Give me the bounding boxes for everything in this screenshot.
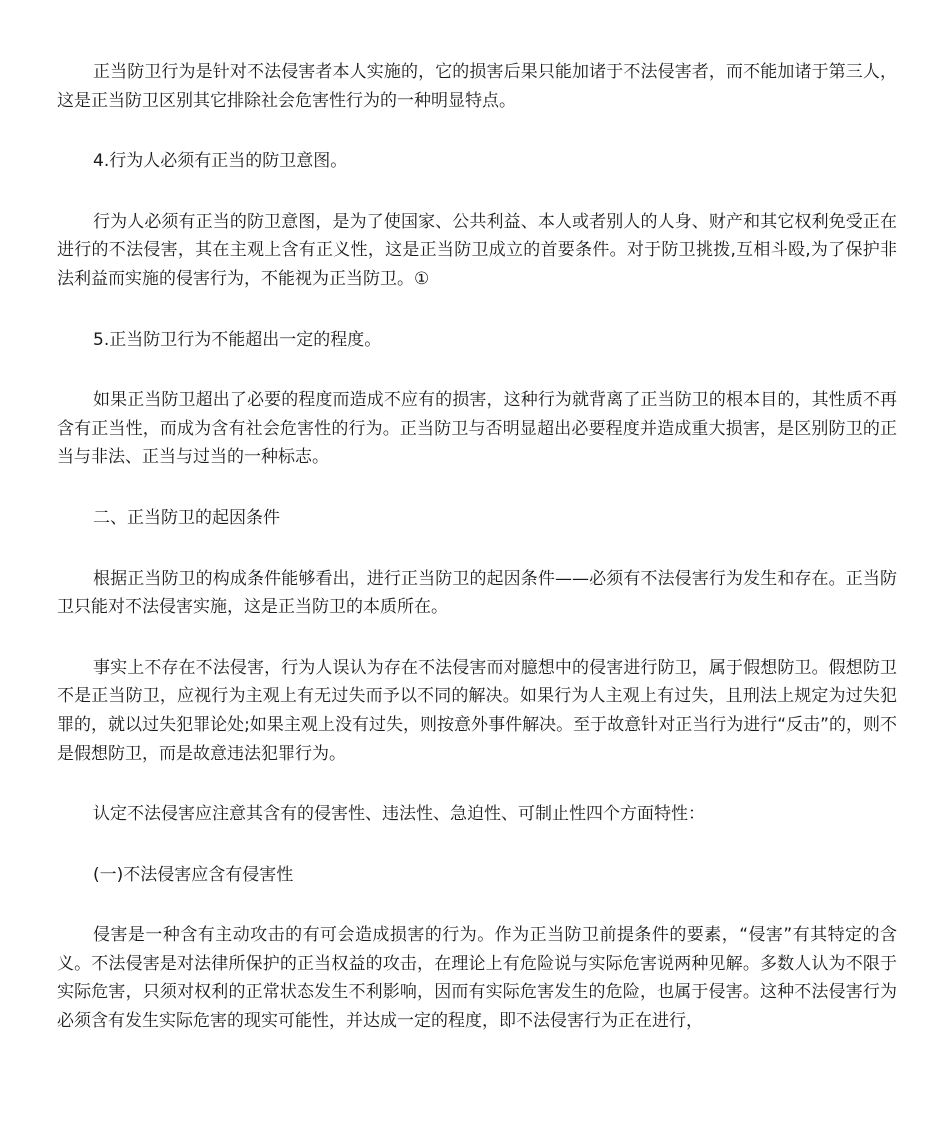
paragraph-four-characteristics: 认定不法侵害应注意其含有的侵害性、违法性、急迫性、可制止性四个方面特性： <box>93 804 705 825</box>
paragraph-cause-condition: 根据正当防卫的构成条件能够看出，进行正当防卫的起因条件——必须有不法侵害行为发生和存在。正当防卫只能对不法侵害实施，这是正当防卫的本质所在。 <box>57 568 897 618</box>
heading-defense-intent: 4.行为人必须有正当的防卫意图。 <box>93 151 348 172</box>
heading-infringement-nature: (一)不法侵害应含有侵害性 <box>93 864 294 885</box>
document-page <box>57 58 897 1036</box>
heading-cause-condition: 二、正当防卫的起因条件 <box>93 507 280 528</box>
paragraph-imaginary-defense: 事实上不存在不法侵害，行为人误认为存在不法侵害而对臆想中的侵害进行防卫，属于假想防卫。假想防卫不是正当防卫，应视行为主观上有无过失而予以不同的解决。如果行为人主观上有过失，且刑法上规定为过失犯罪的，就以过失犯罪论处;如果主观上没有过失，则按意外事件解决。至于故意针对正当行为进行“反击”的，则不是假想防卫，而是故意违法犯罪行为。 <box>57 657 897 764</box>
paragraph-defense-intent: 行为人必须有正当的防卫意图，是为了使国家、公共利益、本人或者别人的人身、财产和其它权利免受正在进行的不法侵害，其在主观上含有正义性，这是正当防卫成立的首要条件。对于防卫挑拨,互相斗殴,为了保护非法利益而实施的侵害行为，不能视为正当防卫。① <box>57 211 897 289</box>
paragraph-infringement-nature: 侵害是一种含有主动攻击的有可会造成损害的行为。作为正当防卫前提条件的要素，“侵害”有其特定的含义。不法侵害是对法律所保护的正当权益的攻击，在理论上有危险说与实际危害说两种见解。多数人认为不限于实际危害，只须对权利的正常状态发生不利影响，因而有实际危害发生的危险，也属于侵害。这种不法侵害行为必须含有发生实际危害的现实可能性，并达成一定的程度，即不法侵害行为正在进行， <box>57 925 897 1032</box>
paragraph-defense-degree: 如果正当防卫超出了必要的程度而造成不应有的损害，这种行为就背离了正当防卫的根本目的，其性质不再含有正当性，而成为含有社会危害性的行为。正当防卫与否明显超出必要程度并造成重大损害，是区别防卫的正当与非法、正当与过当的一种标志。 <box>57 390 897 468</box>
heading-defense-degree: 5.正当防卫行为不能超出一定的程度。 <box>93 329 382 350</box>
paragraph-defense-target: 正当防卫行为是针对不法侵害者本人实施的，它的损害后果只能加诸于不法侵害者，而不能加诸于第三人，这是正当防卫区别其它排除社会危害性行为的一种明显特点。 <box>57 62 897 111</box>
